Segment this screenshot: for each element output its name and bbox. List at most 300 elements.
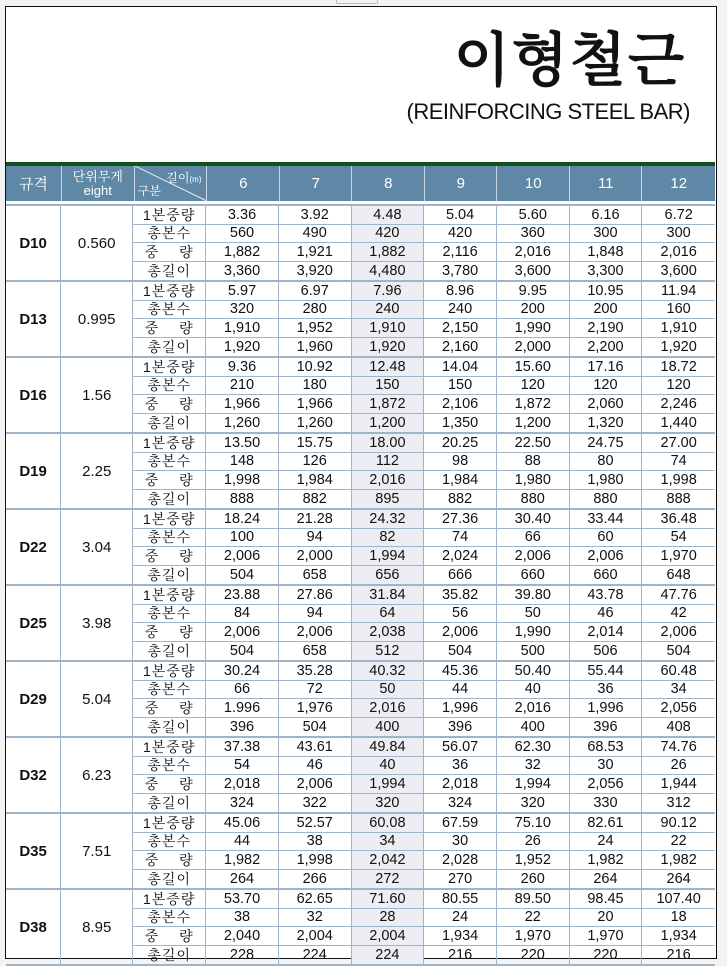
- value-cell: 1,920: [352, 338, 425, 357]
- value-cell: 1,440: [660, 414, 697, 431]
- value-cell: 1,872: [352, 395, 425, 413]
- value-cell: 100: [206, 529, 279, 547]
- value-cell: 322: [279, 794, 352, 813]
- value-cell: 13.50: [206, 434, 279, 452]
- value-cell: 3,360: [206, 262, 279, 281]
- value-cell: 240: [424, 301, 497, 319]
- value-cell: 24.32: [352, 510, 425, 528]
- row-label: 총길이: [133, 490, 206, 509]
- value-cell: 2,000: [279, 547, 352, 565]
- row-label: 중 량: [133, 699, 206, 717]
- header-length-label: 길이(m): [166, 171, 202, 185]
- table-row: [133, 547, 715, 566]
- value-cell: 4.48: [352, 206, 425, 224]
- value-cell: 50: [497, 605, 570, 623]
- value-cell: 94: [279, 605, 352, 623]
- value-cell: 4,480: [352, 262, 425, 281]
- value-cell: 210: [206, 377, 279, 395]
- row-label: 총본수: [133, 453, 206, 471]
- value-cell: 2,040: [206, 927, 279, 945]
- header-division-label: 구분: [137, 184, 161, 198]
- value-cell: 2,246: [660, 395, 697, 412]
- value-cell: 658: [279, 642, 352, 661]
- row-label: 총길이: [133, 262, 206, 281]
- value-cell: 74: [670, 453, 687, 469]
- value-cell: 45.06: [206, 814, 279, 832]
- value-cell: 324: [424, 794, 497, 813]
- value-cell: 260: [497, 870, 570, 889]
- value-cell: 320: [352, 794, 425, 813]
- table-row: [133, 775, 715, 794]
- value-cell: 88: [497, 453, 570, 471]
- value-cell: 62.30: [497, 738, 570, 756]
- value-cell: 2,190: [570, 319, 643, 337]
- value-cell: 330: [570, 794, 643, 813]
- value-cell: 3,600: [660, 262, 697, 279]
- table-header: [6, 166, 715, 201]
- spec-group: [6, 282, 715, 358]
- value-cell: 220: [570, 946, 643, 965]
- value-cell: 9.36: [206, 358, 279, 376]
- row-label: 1본증량: [133, 890, 206, 908]
- value-cell: 66: [206, 681, 279, 699]
- spec-cell: D16: [6, 358, 61, 432]
- unit-weight-cell: 6.23: [61, 738, 133, 812]
- value-cell: 1,200: [352, 414, 425, 433]
- value-cell: 43.78: [570, 586, 643, 604]
- value-cell: 68.53: [570, 738, 643, 756]
- value-cell: 2,016: [352, 699, 425, 717]
- value-cell: 64: [352, 605, 425, 623]
- value-cell: 32: [497, 757, 570, 775]
- value-cell: 1,998: [279, 851, 352, 869]
- value-cell: 46: [570, 605, 643, 623]
- value-cell: 1,998: [660, 471, 697, 488]
- value-cell: 21.28: [279, 510, 352, 528]
- table-row: [133, 510, 715, 529]
- value-cell: 1,994: [497, 775, 570, 793]
- value-cell: 400: [352, 718, 425, 737]
- row-label: 총본수: [133, 529, 206, 547]
- value-cell: 82.61: [570, 814, 643, 832]
- header-length-9: 9: [425, 166, 498, 201]
- page-title: 이형철근: [453, 26, 686, 94]
- value-cell: 200: [570, 301, 643, 319]
- row-label: 총본수: [133, 833, 206, 851]
- value-cell: 1,966: [279, 395, 352, 413]
- value-cell: 880: [497, 490, 570, 509]
- value-cell: 34: [352, 833, 425, 851]
- value-cell: 2,006: [279, 775, 352, 793]
- value-cell: 150: [424, 377, 497, 395]
- value-cell: 56.07: [424, 738, 497, 756]
- row-label: 중 량: [133, 243, 206, 261]
- value-cell: 8.96: [424, 282, 497, 300]
- value-cell: 2,006: [660, 623, 697, 640]
- value-cell: 1,990: [497, 623, 570, 641]
- header-unit-weight-line1: 단위무게: [72, 168, 123, 184]
- spec-group: [6, 586, 715, 662]
- value-cell: 1,320: [570, 414, 643, 433]
- row-label: 총길이: [133, 338, 206, 357]
- value-cell: 2,060: [570, 395, 643, 413]
- table-row: [133, 282, 715, 301]
- value-cell: 54: [206, 757, 279, 775]
- row-label: 중 량: [133, 927, 206, 945]
- value-cell: 2,200: [570, 338, 643, 357]
- value-cell: 2,016: [497, 243, 570, 261]
- value-cell: 1.996: [206, 699, 279, 717]
- value-cell: 40: [497, 681, 570, 699]
- header-length-11: 11: [570, 166, 643, 201]
- spec-group: [6, 434, 715, 510]
- value-cell: 46: [279, 757, 352, 775]
- spec-cell: D13: [6, 282, 61, 356]
- value-cell: 1,996: [424, 699, 497, 717]
- value-cell: 15.60: [497, 358, 570, 376]
- table-row: [133, 623, 715, 642]
- value-cell: 2,014: [570, 623, 643, 641]
- spec-cell: D29: [6, 662, 61, 736]
- value-cell: 1,960: [279, 338, 352, 357]
- value-cell: 2,160: [424, 338, 497, 357]
- value-cell: 1,980: [497, 471, 570, 489]
- value-cell: 30: [570, 757, 643, 775]
- unit-weight-cell: 0.560: [61, 206, 133, 280]
- table-row: [133, 434, 715, 453]
- value-cell: 1,910: [206, 319, 279, 337]
- value-cell: 84: [206, 605, 279, 623]
- value-cell: 666: [424, 566, 497, 585]
- table-row: [133, 586, 715, 605]
- header-unit-weight: [62, 166, 135, 201]
- value-cell: 18.00: [352, 434, 425, 452]
- value-cell: 882: [279, 490, 352, 509]
- table-row: [133, 471, 715, 490]
- value-cell: 2,056: [660, 699, 697, 716]
- value-cell: 420: [424, 225, 497, 243]
- row-label: 총본수: [133, 757, 206, 775]
- value-cell: 400: [497, 718, 570, 737]
- value-cell: 6.97: [279, 282, 352, 300]
- value-cell: 1,920: [206, 338, 279, 357]
- value-cell: 32: [279, 909, 352, 927]
- row-label: 총길이: [133, 642, 206, 661]
- value-cell: 50.40: [497, 662, 570, 680]
- value-cell: 12.48: [352, 358, 425, 376]
- value-cell: 22: [670, 833, 687, 849]
- unit-weight-cell: 2.25: [61, 434, 133, 508]
- table-row: [133, 453, 715, 472]
- value-cell: 2,116: [424, 243, 497, 261]
- spec-group: [6, 738, 715, 814]
- value-cell: 224: [279, 946, 352, 965]
- row-label: 1본중량: [133, 510, 206, 528]
- value-cell: 180: [279, 377, 352, 395]
- value-cell: 3,600: [497, 262, 570, 281]
- value-cell: 26: [497, 833, 570, 851]
- value-cell: 24.75: [570, 434, 643, 452]
- header-spec: 규격: [6, 166, 62, 201]
- value-cell: 1,200: [497, 414, 570, 433]
- value-cell: 1,952: [279, 319, 352, 337]
- value-cell: 2,038: [352, 623, 425, 641]
- value-cell: 1,980: [570, 471, 643, 489]
- unit-weight-cell: 1.56: [61, 358, 133, 432]
- value-cell: 53.70: [206, 890, 279, 908]
- row-label: 중 량: [133, 395, 206, 413]
- value-cell: 2,004: [279, 927, 352, 945]
- row-label: 총길이: [133, 870, 206, 889]
- value-cell: 1,848: [570, 243, 643, 261]
- row-label: 1본중량: [133, 586, 206, 604]
- value-cell: 360: [497, 225, 570, 243]
- table-row: [133, 890, 715, 909]
- value-cell: 264: [206, 870, 279, 889]
- value-cell: 82: [352, 529, 425, 547]
- table-row: [133, 262, 715, 281]
- value-cell: 120: [497, 377, 570, 395]
- value-cell: 888: [666, 490, 691, 507]
- value-cell: 35.28: [279, 662, 352, 680]
- value-cell: 264: [570, 870, 643, 889]
- row-label: 총길이: [133, 414, 206, 433]
- table-row: [133, 794, 715, 813]
- value-cell: 504: [279, 718, 352, 737]
- table-row: [133, 395, 715, 414]
- value-cell: 18.72: [660, 358, 697, 375]
- row-label: 중 량: [133, 471, 206, 489]
- value-cell: 216: [424, 946, 497, 965]
- value-cell: 1,994: [352, 547, 425, 565]
- value-cell: 27.86: [279, 586, 352, 604]
- value-cell: 1,921: [279, 243, 352, 261]
- table-row: [133, 833, 715, 852]
- value-cell: 200: [497, 301, 570, 319]
- row-label: 중 량: [133, 851, 206, 869]
- value-cell: 20.25: [424, 434, 497, 452]
- unit-weight-cell: 5.04: [61, 662, 133, 736]
- value-cell: 2,016: [660, 243, 697, 260]
- row-label: 중 량: [133, 319, 206, 337]
- table-row: [133, 699, 715, 718]
- value-cell: 67.59: [424, 814, 497, 832]
- spec-group: [6, 206, 715, 282]
- document-page: [5, 6, 717, 963]
- value-cell: 500: [497, 642, 570, 661]
- value-cell: 1,976: [279, 699, 352, 717]
- unit-weight-cell: 7.51: [61, 814, 133, 888]
- value-cell: 220: [497, 946, 570, 965]
- table-row: [133, 566, 715, 585]
- value-cell: 17.16: [570, 358, 643, 376]
- value-cell: 888: [206, 490, 279, 509]
- row-label: 1본중량: [133, 282, 206, 300]
- value-cell: 882: [424, 490, 497, 509]
- value-cell: 396: [206, 718, 279, 737]
- unit-weight-cell: 8.95: [61, 890, 133, 964]
- value-cell: 31.84: [352, 586, 425, 604]
- header-length-8: 8: [352, 166, 425, 201]
- value-cell: 2,006: [424, 623, 497, 641]
- table-row: [133, 662, 715, 681]
- row-label: 총길이: [133, 946, 206, 965]
- value-cell: 2,024: [424, 547, 497, 565]
- value-cell: 324: [206, 794, 279, 813]
- header-unit-weight-line2: eight: [83, 182, 112, 198]
- row-label: 총본수: [133, 301, 206, 319]
- value-cell: 3.92: [279, 206, 352, 224]
- row-label: 총본수: [133, 681, 206, 699]
- value-cell: 50: [352, 681, 425, 699]
- value-cell: 18: [670, 909, 687, 925]
- value-cell: 49.84: [352, 738, 425, 756]
- table-row: [133, 909, 715, 928]
- value-cell: 2,018: [424, 775, 497, 793]
- value-cell: 47.76: [660, 586, 697, 603]
- value-cell: 42: [670, 605, 687, 621]
- table-row: [133, 870, 715, 889]
- spec-group: [6, 662, 715, 738]
- value-cell: 24: [424, 909, 497, 927]
- value-cell: 1,952: [497, 851, 570, 869]
- value-cell: 94: [279, 529, 352, 547]
- value-cell: 33.44: [570, 510, 643, 528]
- value-cell: 2,016: [497, 699, 570, 717]
- value-cell: 2,006: [279, 623, 352, 641]
- value-cell: 1,966: [206, 395, 279, 413]
- header-length-6: 6: [207, 166, 280, 201]
- value-cell: 7.96: [352, 282, 425, 300]
- value-cell: 1,982: [660, 851, 697, 868]
- value-cell: 1,934: [424, 927, 497, 945]
- value-cell: 1,970: [570, 927, 643, 945]
- value-cell: 1,984: [424, 471, 497, 489]
- value-cell: 1,260: [279, 414, 352, 433]
- value-cell: 15.75: [279, 434, 352, 452]
- value-cell: 22.50: [497, 434, 570, 452]
- table-row: [133, 414, 715, 433]
- value-cell: 120: [666, 377, 691, 393]
- value-cell: 320: [206, 301, 279, 319]
- value-cell: 504: [666, 642, 691, 659]
- value-cell: 60.48: [660, 662, 697, 679]
- value-cell: 40.32: [352, 662, 425, 680]
- table-row: [133, 338, 715, 357]
- value-cell: 396: [570, 718, 643, 737]
- row-label: 중 량: [133, 547, 206, 565]
- value-cell: 9.95: [497, 282, 570, 300]
- value-cell: 72: [279, 681, 352, 699]
- value-cell: 54: [670, 529, 687, 545]
- value-cell: 38: [206, 909, 279, 927]
- unit-weight-cell: 3.04: [61, 510, 133, 584]
- value-cell: 1,910: [352, 319, 425, 337]
- table-row: [133, 851, 715, 870]
- table-row: [133, 529, 715, 548]
- window-tab-handle: [336, 0, 378, 4]
- value-cell: 224: [352, 946, 425, 965]
- table-row: [133, 642, 715, 661]
- value-cell: 28: [352, 909, 425, 927]
- value-cell: 30.24: [206, 662, 279, 680]
- value-cell: 71.60: [352, 890, 425, 908]
- value-cell: 1,990: [497, 319, 570, 337]
- value-cell: 10.95: [570, 282, 643, 300]
- value-cell: 24: [570, 833, 643, 851]
- value-cell: 35.82: [424, 586, 497, 604]
- value-cell: 1,996: [570, 699, 643, 717]
- value-cell: 20: [570, 909, 643, 927]
- value-cell: 30.40: [497, 510, 570, 528]
- row-label: 1본중량: [133, 206, 206, 224]
- value-cell: 3,920: [279, 262, 352, 281]
- value-cell: 312: [666, 794, 691, 811]
- value-cell: 2,004: [352, 927, 425, 945]
- value-cell: 300: [570, 225, 643, 243]
- table-row: [133, 814, 715, 833]
- value-cell: 1,260: [206, 414, 279, 433]
- value-cell: 2,150: [424, 319, 497, 337]
- value-cell: 148: [206, 453, 279, 471]
- value-cell: 1,984: [279, 471, 352, 489]
- value-cell: 1,872: [497, 395, 570, 413]
- value-cell: 2,106: [424, 395, 497, 413]
- value-cell: 14.04: [424, 358, 497, 376]
- value-cell: 408: [666, 718, 691, 735]
- value-cell: 490: [279, 225, 352, 243]
- value-cell: 2,028: [424, 851, 497, 869]
- value-cell: 1,994: [352, 775, 425, 793]
- value-cell: 1,882: [352, 243, 425, 261]
- value-cell: 60.08: [352, 814, 425, 832]
- table-row: [133, 377, 715, 396]
- value-cell: 506: [570, 642, 643, 661]
- value-cell: 504: [206, 566, 279, 585]
- spec-group: [6, 510, 715, 586]
- value-cell: 98.45: [570, 890, 643, 908]
- value-cell: 5.04: [424, 206, 497, 224]
- spec-cell: D19: [6, 434, 61, 508]
- value-cell: 62.65: [279, 890, 352, 908]
- value-cell: 126: [279, 453, 352, 471]
- table-row: [133, 946, 715, 965]
- value-cell: 280: [279, 301, 352, 319]
- table-row: [133, 225, 715, 244]
- spec-cell: D38: [6, 890, 61, 964]
- value-cell: 1,944: [660, 775, 697, 792]
- header-length-10: 10: [497, 166, 570, 201]
- value-cell: 240: [352, 301, 425, 319]
- value-cell: 1,970: [497, 927, 570, 945]
- value-cell: 160: [666, 301, 691, 317]
- value-cell: 300: [666, 225, 691, 241]
- value-cell: 270: [424, 870, 497, 889]
- value-cell: 89.50: [497, 890, 570, 908]
- value-cell: 3,300: [570, 262, 643, 281]
- value-cell: 52.57: [279, 814, 352, 832]
- header-length-7: 7: [280, 166, 353, 201]
- spec-cell: D22: [6, 510, 61, 584]
- value-cell: 26: [670, 757, 687, 773]
- value-cell: 60: [570, 529, 643, 547]
- value-cell: 40: [352, 757, 425, 775]
- value-cell: 55.44: [570, 662, 643, 680]
- value-cell: 228: [206, 946, 279, 965]
- value-cell: 2,042: [352, 851, 425, 869]
- value-cell: 895: [352, 490, 425, 509]
- value-cell: 90.12: [660, 814, 697, 831]
